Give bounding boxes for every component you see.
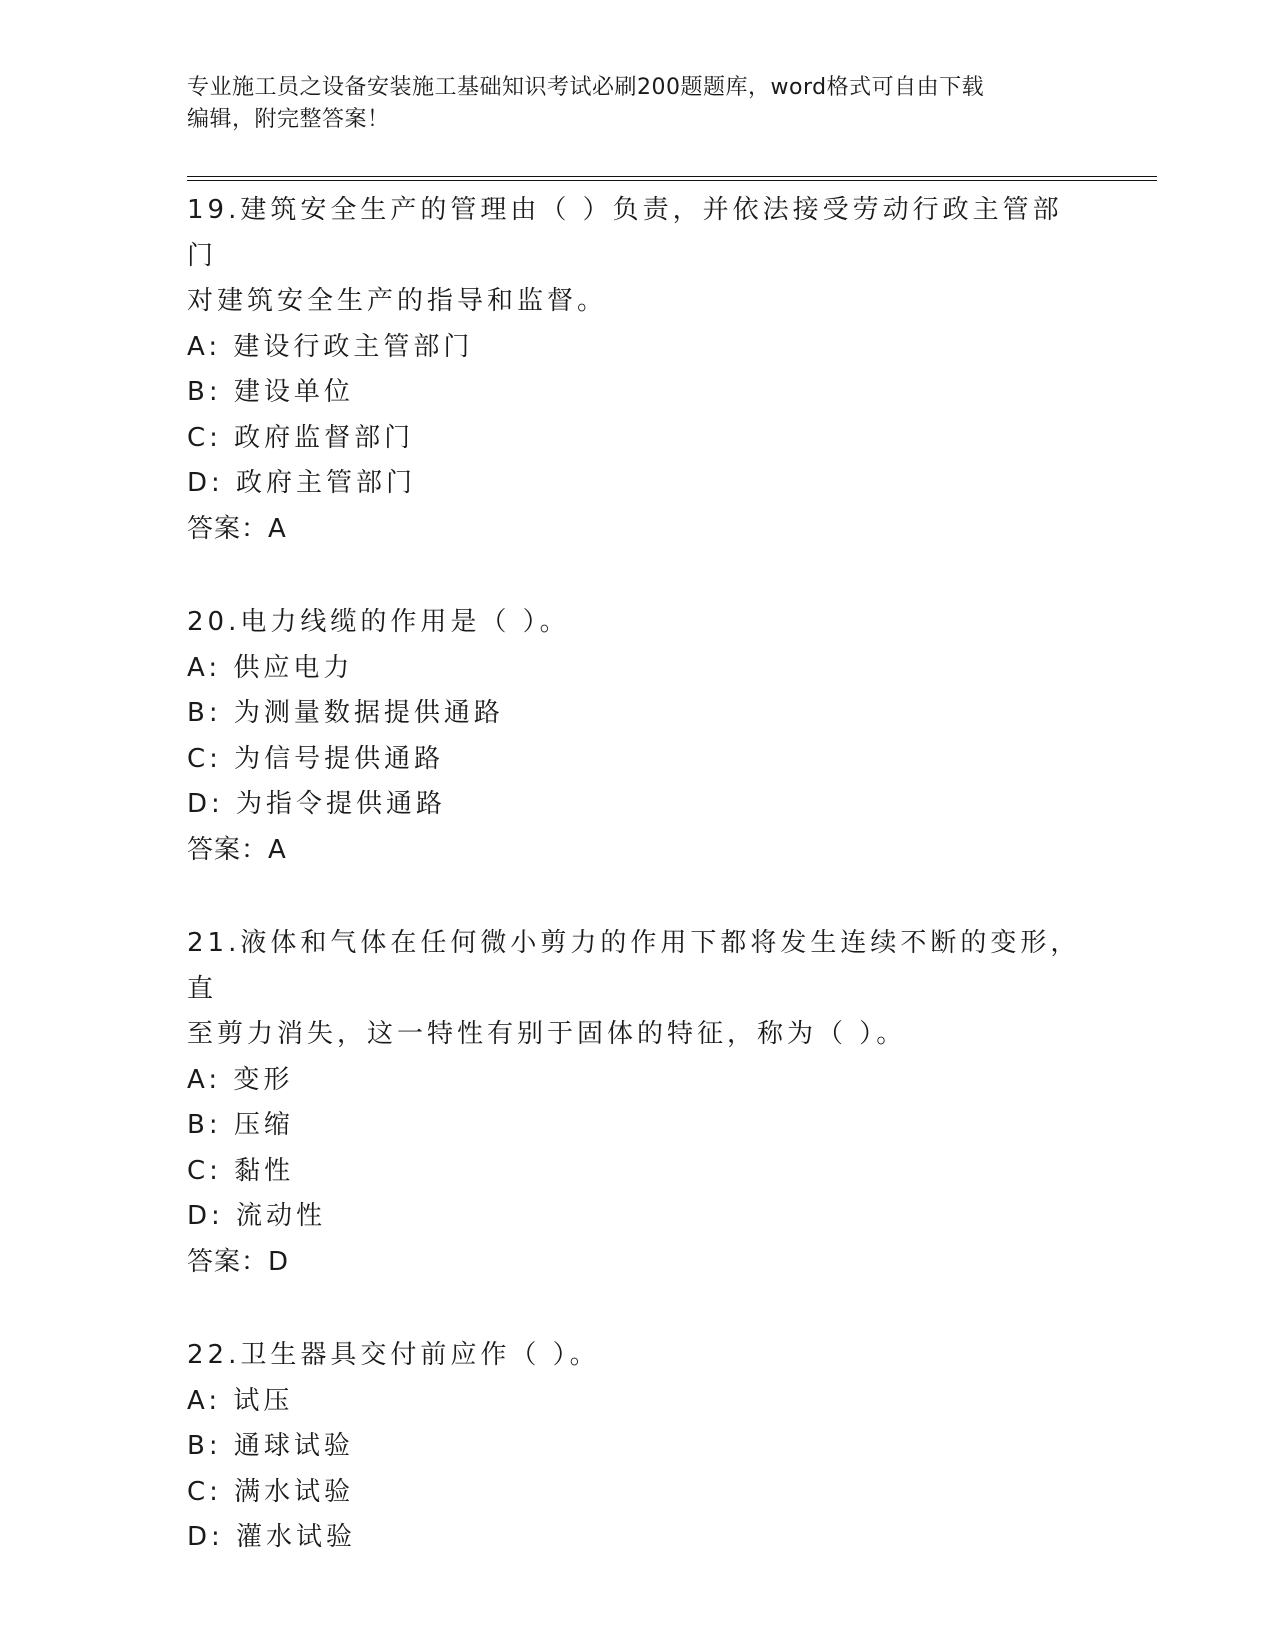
answer-line: [187, 1240, 1087, 1286]
option-b: B: 建设单位: [187, 377, 354, 407]
option-c: C: 满水试验: [187, 1476, 355, 1507]
option-c: C: 黏性: [187, 1155, 295, 1186]
header-line-1: 专业施工员之设备安装施工基础知识考试必刷200题题库，word格式可自由下载: [187, 75, 985, 100]
question-stem-line: 对建筑安全生产的指导和监督。: [187, 286, 608, 316]
answer-label: 答案：: [187, 834, 269, 865]
option-d: D: 政府主管部门: [187, 468, 417, 498]
question-stem-line: 21.液体和气体在任何微小剪力的作用下都将发生连续不断的变形，直: [187, 928, 1081, 1004]
question-stem-line: 22.卫生器具交付前应作（ ）。: [187, 1340, 600, 1370]
option-d: D: 为指令提供通路: [187, 789, 447, 819]
option-c: C: 政府监督部门: [187, 422, 415, 453]
question-22: [187, 1333, 1087, 1561]
question-list: [187, 188, 1087, 1609]
answer-value: A: [268, 834, 287, 865]
document-header: [187, 72, 1067, 136]
question-21: [187, 921, 1087, 1285]
option-b: B: 为测量数据提供通路: [187, 698, 504, 728]
answer-line: [187, 507, 1087, 553]
option-c: C: 为信号提供通路: [187, 743, 445, 774]
question-19: [187, 188, 1087, 552]
option-a: A: 建设行政主管部门: [187, 331, 474, 362]
question-stem-line: 20.电力线缆的作用是（ ）。: [187, 607, 570, 637]
header-line-2: 编辑，附完整答案！: [187, 107, 390, 132]
header-divider: [187, 176, 1157, 181]
option-b: B: 压缩: [187, 1110, 294, 1140]
question-stem-line: 至剪力消失，这一特性有别于固体的特征，称为（ ）。: [187, 1019, 907, 1049]
answer-line: [187, 828, 1087, 874]
question-stem-line: 19.建筑安全生产的管理由（ ）负责，并依法接受劳动行政主管部门: [187, 195, 1063, 271]
question-20: [187, 600, 1087, 873]
answer-value: D: [268, 1246, 290, 1277]
answer-value: A: [268, 513, 287, 544]
option-a: A: 供应电力: [187, 652, 354, 683]
option-d: D: 灌水试验: [187, 1522, 357, 1552]
option-a: A: 试压: [187, 1385, 294, 1416]
answer-label: 答案：: [187, 1246, 269, 1277]
option-b: B: 通球试验: [187, 1431, 354, 1461]
answer-label: 答案：: [187, 513, 269, 544]
option-d: D: 流动性: [187, 1201, 327, 1231]
option-a: A: 变形: [187, 1064, 294, 1095]
